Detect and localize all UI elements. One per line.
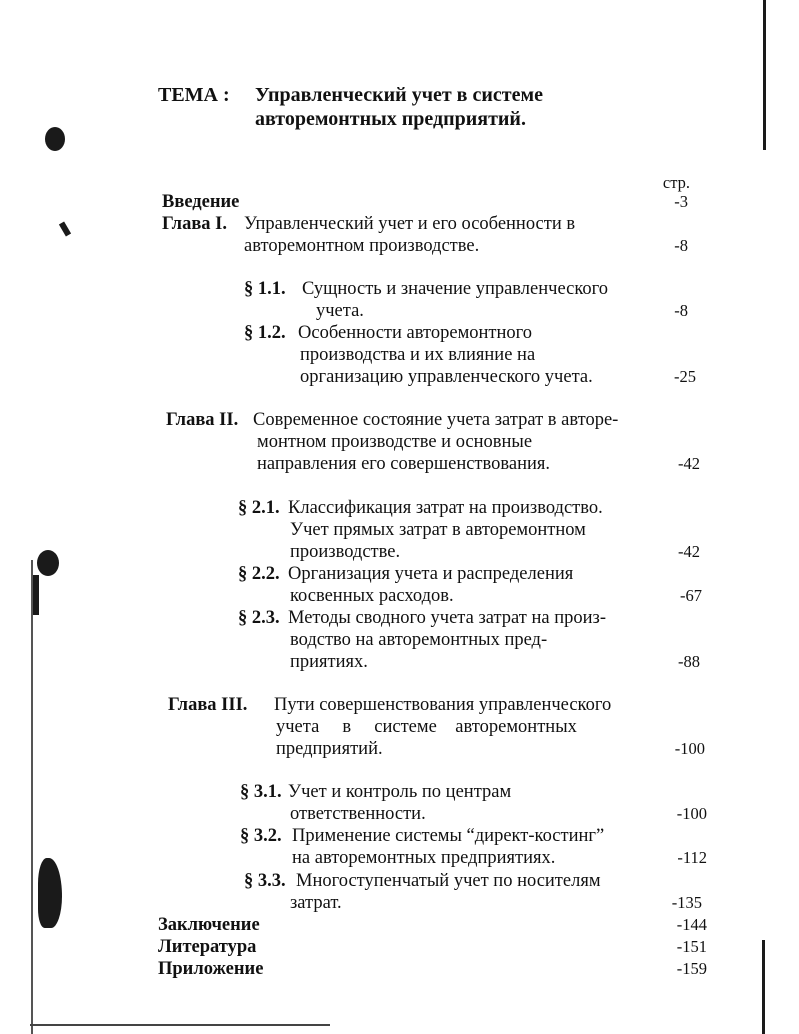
- toc-literature-page: -151: [676, 937, 707, 956]
- toc-ch1-line-1: Управленческий учет и его особенности в: [244, 214, 576, 234]
- scan-blot: [38, 858, 62, 928]
- scan-edge-left: [31, 560, 33, 1034]
- toc-s12-page: -25: [674, 367, 696, 386]
- toc-s12-number: § 1.2.: [244, 323, 286, 343]
- toc-s22-line-2: косвенных расходов.: [290, 586, 454, 606]
- toc-s31-number: § 3.1.: [240, 782, 282, 802]
- toc-s21-line-1: Классификация затрат на производство.: [288, 498, 603, 518]
- toc-ch3-page: -100: [674, 739, 705, 758]
- toc-s11-page: -8: [674, 301, 688, 320]
- scan-edge-right-bottom: [762, 940, 765, 1034]
- toc-s21-line-3: производстве.: [290, 542, 401, 562]
- punch-hole-mark-2: [37, 550, 59, 576]
- toc-s23-line-1: Методы сводного учета затрат на произ-: [288, 608, 607, 628]
- toc-ch2-label: Глава II.: [166, 410, 239, 430]
- toc-intro-label: Введение: [162, 192, 240, 212]
- toc-ch2-line-1: Современное состояние учета затрат в авторе-: [253, 410, 619, 430]
- toc-s23-line-2: водство на авторемонтных пред-: [290, 630, 548, 650]
- toc-ch2-page: -42: [678, 454, 700, 473]
- toc-ch1-page: -8: [674, 236, 688, 255]
- toc-conclusion-label: Заключение: [158, 915, 260, 935]
- toc-appendix-page: -159: [676, 959, 707, 978]
- scan-edge-bottom: [30, 1024, 330, 1026]
- toc-s11-line-2: учета.: [316, 301, 364, 321]
- toc-s21-number: § 2.1.: [238, 498, 280, 518]
- toc-s21-page: -42: [678, 542, 700, 561]
- toc-literature-label: Литература: [158, 937, 257, 957]
- toc-s32-number: § 3.2.: [240, 826, 282, 846]
- toc-s32-line-2: на авторемонтных предприятиях.: [292, 848, 556, 868]
- toc-s33-line-2: затрат.: [290, 893, 342, 913]
- toc-s23-page: -88: [678, 652, 700, 671]
- scan-edge-right: [763, 0, 766, 150]
- toc-s23-line-3: приятиях.: [290, 652, 368, 672]
- toc-s33-line-1: Многоступенчатый учет по носителям: [296, 871, 601, 891]
- toc-ch1-line-2: авторемонтном производстве.: [244, 236, 480, 256]
- toc-ch2-line-3: направления его совершенствования.: [257, 454, 551, 474]
- punch-hole-mark: [45, 127, 65, 151]
- toc-ch1-label: Глава I.: [162, 214, 228, 234]
- toc-s12-line-3: организацию управленческого учета.: [300, 367, 593, 387]
- toc-s22-number: § 2.2.: [238, 564, 280, 584]
- toc-s23-number: § 2.3.: [238, 608, 280, 628]
- toc-s22-page: -67: [680, 586, 702, 605]
- toc-ch3-label: Глава III.: [168, 695, 248, 715]
- toc-s32-line-1: Применение системы “директ-костинг”: [292, 826, 605, 846]
- toc-s33-page: -135: [671, 893, 702, 912]
- page-column-header: стр.: [662, 173, 690, 192]
- title-label: ТЕМА :: [158, 84, 230, 106]
- scan-smudge: [33, 575, 39, 615]
- toc-ch3-line-3: предприятий.: [276, 739, 383, 759]
- toc-conclusion-page: -144: [676, 915, 707, 934]
- scan-speck: [59, 221, 71, 236]
- toc-s21-line-2: Учет прямых затрат в авторемонтном: [290, 520, 586, 540]
- toc-s11-number: § 1.1.: [244, 279, 286, 299]
- toc-intro-page: -3: [674, 192, 688, 211]
- toc-s12-line-1: Особенности авторемонтного: [298, 323, 533, 343]
- toc-s31-line-2: ответственности.: [290, 804, 426, 824]
- toc-appendix-label: Приложение: [158, 959, 264, 979]
- toc-s33-number: § 3.3.: [244, 871, 286, 891]
- toc-s31-page: -100: [676, 804, 707, 823]
- toc-ch2-line-2: монтном производстве и основные: [257, 432, 533, 452]
- toc-s11-line-1: Сущность и значение управленческого: [302, 279, 609, 299]
- toc-s32-page: -112: [677, 848, 707, 867]
- toc-ch3-line-1: Пути совершенствования управленческого: [274, 695, 612, 715]
- toc-ch3-line-2: учета в системе авторемонтных: [276, 717, 577, 737]
- title-line-2: авторемонтных предприятий.: [255, 108, 526, 130]
- toc-s22-line-1: Организация учета и распределения: [288, 564, 574, 584]
- title-line-1: Управленческий учет в системе: [255, 84, 543, 106]
- toc-s12-line-2: производства и их влияние на: [300, 345, 536, 365]
- toc-s31-line-1: Учет и контроль по центрам: [288, 782, 512, 802]
